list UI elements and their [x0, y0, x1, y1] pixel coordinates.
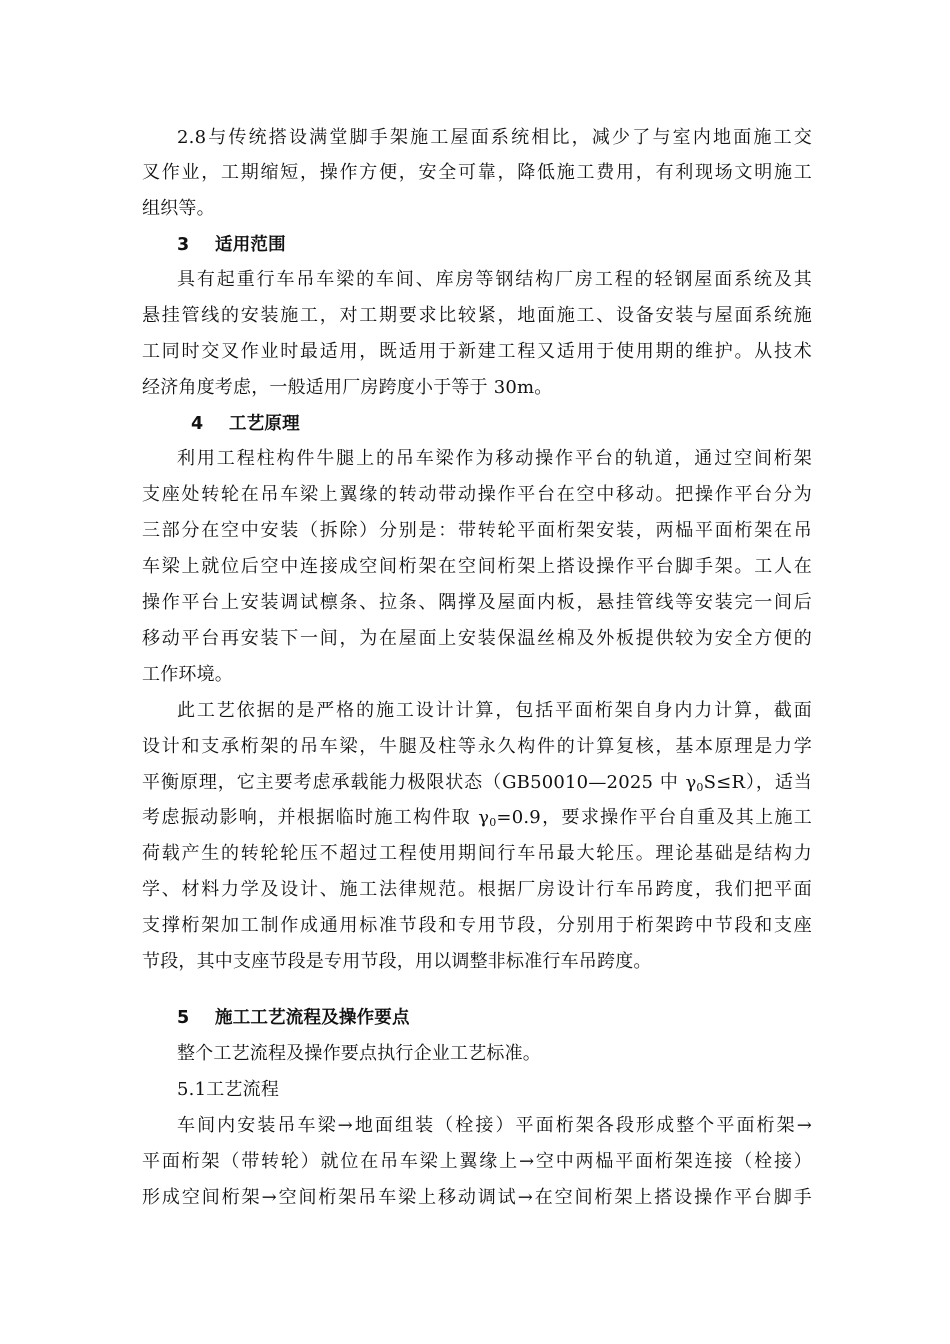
- text-line: 移动平台再安装下一间，为在屋面上安装保温丝棉及外板提供较为安全方便的: [142, 628, 812, 649]
- text-line: 具有起重行车吊车梁的车间、库房等钢结构厂房工程的轻钢屋面系统及其: [177, 269, 812, 290]
- text-line: 支撑桁架加工制作成通用标准节段和专用节段，分别用于桁架跨中节段和支座: [142, 915, 812, 936]
- text-line: 考虑振动影响，并根据临时施工构件取 $\gamma_0=0.9$，要求操作平台自重及其上施工: [142, 807, 812, 829]
- text-line: 车梁上就位后空中连接成空间桁架在空间桁架上搭设操作平台脚手架。工人在: [142, 556, 812, 577]
- section-heading: [177, 230, 812, 260]
- text-line: 平衡原理，它主要考虑承载能力极限状态（GB50010—2025 中 $\gamma_0S\le R$），适当: [142, 772, 812, 794]
- section-number: 4: [191, 414, 204, 434]
- section-title: 工艺原理: [229, 414, 300, 434]
- text-line: 荷载产生的转轮轮压不超过工程使用期间行车吊最大轮压。理论基础是结构力: [142, 843, 812, 864]
- text-line: 经济角度考虑，一般适用厂房跨度小于等于 30m。: [142, 377, 553, 398]
- text-line: 2.8与传统搭设满堂脚手架施工屋面系统相比，减少了与室内地面施工交: [177, 127, 812, 148]
- section-heading: [191, 409, 811, 439]
- section-heading: [177, 1003, 812, 1033]
- section-title: 施工工艺流程及操作要点: [215, 1008, 410, 1028]
- text-line: 学、材料力学及设计、施工法律规范。根据厂房设计行车吊跨度，我们把平面: [142, 879, 812, 900]
- section-number: 3: [177, 235, 190, 255]
- text-line: 整个工艺流程及操作要点执行企业工艺标准。: [177, 1043, 541, 1064]
- section-number: 5: [177, 1008, 190, 1028]
- text-line: 操作平台上安装调试檩条、拉条、隅撑及屋面内板，悬挂管线等安装完一间后: [142, 592, 812, 613]
- text-line: 设计和支承桁架的吊车梁，牛腿及柱等永久构件的计算复核，基本原理是力学: [142, 736, 812, 757]
- text-line: 形成空间桁架→空间桁架吊车梁上移动调试→在空间桁架上搭设操作平台脚手: [142, 1187, 812, 1208]
- text-line: 节段，其中支座节段是专用节段，用以调整非标准行车吊跨度。: [142, 951, 652, 972]
- text-line: 三部分在空中安装（拆除）分别是：带转轮平面桁架安装，两榀平面桁架在吊: [142, 520, 812, 541]
- text-line: 车间内安装吊车梁→地面组装（栓接）平面桁架各段形成整个平面桁架→: [177, 1115, 812, 1136]
- text-line: 悬挂管线的安装施工，对工期要求比较紧，地面施工、设备安装与屋面系统施: [142, 305, 812, 326]
- text-line: 平面桁架（带转轮）就位在吊车梁上翼缘上→空中两榀平面桁架连接（栓接）: [142, 1151, 812, 1172]
- text-line: 叉作业，工期缩短，操作方便，安全可靠，降低施工费用，有利现场文明施工: [142, 162, 812, 183]
- text-line: 此工艺依据的是严格的施工设计计算，包括平面桁架自身内力计算，截面: [177, 700, 812, 721]
- text-line: 支座处转轮在吊车梁上翼缘的转动带动操作平台在空中移动。把操作平台分为: [142, 484, 812, 505]
- text-line: 组织等。: [142, 198, 215, 219]
- section-title: 适用范围: [215, 235, 286, 255]
- text-line: 工同时交叉作业时最适用，既适用于新建工程又适用于使用期的维护。从技术: [142, 341, 812, 362]
- text-line: 工作环境。: [142, 664, 233, 685]
- subsection-heading: 5.1工艺流程: [177, 1079, 280, 1100]
- text-line: 利用工程柱构件牛腿上的吊车梁作为移动操作平台的轨道，通过空间桁架: [177, 448, 812, 469]
